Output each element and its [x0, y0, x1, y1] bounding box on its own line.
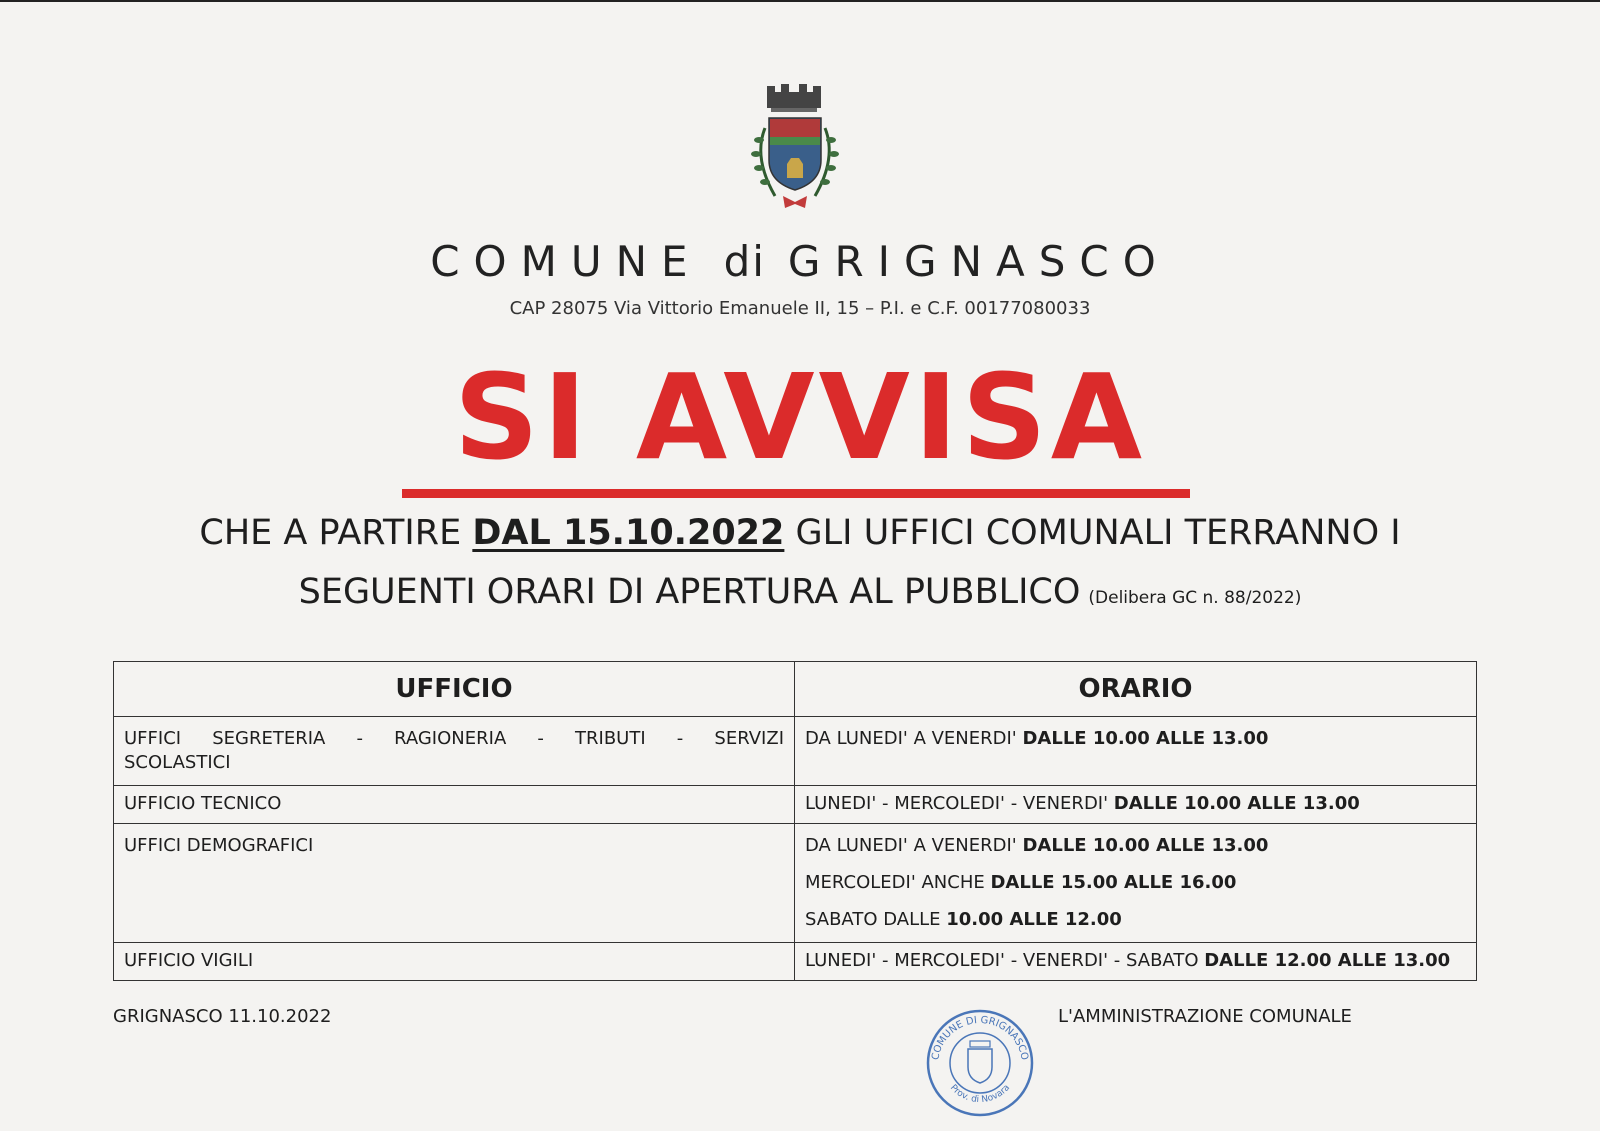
notice-line-2	[0, 572, 1600, 612]
stamp-bottom-text: Prov. di Novara	[947, 1082, 1013, 1106]
table-row	[114, 717, 1477, 786]
stamp-top-text: COMUNE DI GRIGNASCO	[930, 1014, 1030, 1062]
schedule-hours: DALLE 12.00 ALLE 13.00	[1204, 950, 1451, 971]
municipal-stamp-icon	[920, 1003, 1040, 1123]
notice-line1-post: GLI UFFICI COMUNALI TERRANNO I	[795, 513, 1401, 553]
schedule-hours: DALLE 15.00 ALLE 16.00	[990, 872, 1237, 893]
notice-line1-pre: CHE A PARTIRE	[199, 513, 462, 553]
place-and-date: GRIGNASCO 11.10.2022	[113, 1006, 332, 1027]
schedule-days: SABATO DALLE	[805, 909, 941, 930]
schedule-days: LUNEDI' - MERCOLEDI' - VENERDI'	[805, 793, 1109, 814]
office-cell	[114, 717, 795, 786]
notice-line-1	[0, 513, 1600, 553]
schedule-hours: 10.00 ALLE 12.00	[946, 909, 1122, 930]
notice-start-date: DAL 15.10.2022	[472, 513, 785, 553]
notice-line2-text: SEGUENTI ORARI DI APERTURA AL PUBBLICO	[298, 572, 1081, 612]
headline-underline	[402, 489, 1190, 498]
top-border-line	[0, 0, 1600, 2]
schedule-cell	[795, 824, 1477, 943]
schedule-entry	[805, 908, 1466, 932]
schedule-cell	[795, 943, 1477, 981]
schedule-entry	[805, 871, 1466, 895]
schedule-entry	[805, 949, 1466, 973]
schedule-entry	[805, 834, 1466, 858]
table-header-row	[114, 662, 1477, 717]
schedule-days: LUNEDI' - MERCOLEDI' - VENERDI' - SABATO	[805, 950, 1199, 971]
office-hours-table	[113, 661, 1477, 981]
office-cell: UFFICIO TECNICO	[114, 786, 795, 824]
table-row	[114, 943, 1477, 981]
header-orario: ORARIO	[795, 662, 1477, 717]
schedule-hours: DALLE 10.00 ALLE 13.00	[1022, 728, 1269, 749]
schedule-cell	[795, 786, 1477, 824]
office-name-line2: SCOLASTICI	[124, 752, 231, 773]
header-ufficio: UFFICIO	[114, 662, 795, 717]
schedule-entry	[805, 727, 1466, 751]
schedule-hours: DALLE 10.00 ALLE 13.00	[1022, 835, 1269, 856]
schedule-hours: DALLE 10.00 ALLE 13.00	[1113, 793, 1360, 814]
title-grignasco: GRIGNASCO	[787, 236, 1170, 286]
table-row	[114, 824, 1477, 943]
office-cell: UFFICI DEMOGRAFICI	[114, 824, 795, 943]
schedule-days: MERCOLEDI' ANCHE	[805, 872, 985, 893]
notice-headline: SI AVVISA	[453, 348, 1147, 486]
schedule-days: DA LUNEDI' A VENERDI'	[805, 728, 1017, 749]
municipality-address: CAP 28075 Via Vittorio Emanuele II, 15 – P.I. e C.F. 00177080033	[509, 298, 1091, 319]
delibera-reference: (Delibera GC n. 88/2022)	[1088, 588, 1302, 608]
schedule-days: DA LUNEDI' A VENERDI'	[805, 835, 1017, 856]
municipality-title	[0, 233, 1600, 289]
office-name-line1: UFFICI SEGRETERIA - RAGIONERIA - TRIBUTI - SERVIZI	[124, 728, 784, 749]
schedule-entry	[805, 792, 1466, 816]
title-di: di	[723, 236, 766, 286]
table-row	[114, 786, 1477, 824]
schedule-cell	[795, 717, 1477, 786]
title-comune: COMUNE	[430, 236, 702, 286]
signature-line: L'AMMINISTRAZIONE COMUNALE	[1058, 1006, 1352, 1027]
coat-of-arms-icon	[735, 78, 855, 218]
office-cell: UFFICIO VIGILI	[114, 943, 795, 981]
